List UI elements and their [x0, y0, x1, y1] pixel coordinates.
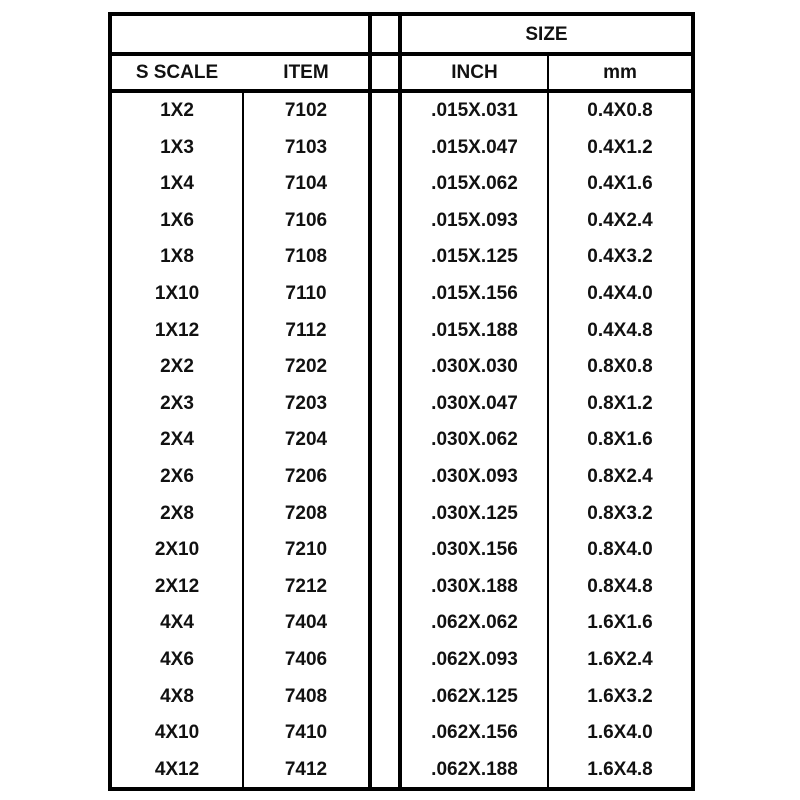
cell-mm: 0.8X3.2 — [587, 502, 653, 524]
cell-item: 7208 — [284, 502, 328, 524]
cell-inch: .062X.093 — [431, 648, 518, 670]
header-inch: INCH — [451, 62, 498, 83]
cell-inch: .062X.125 — [431, 685, 518, 707]
table-row — [112, 93, 691, 130]
cell-item: 7410 — [284, 722, 328, 744]
table-body — [112, 93, 691, 788]
cell-item: 7206 — [284, 465, 328, 487]
cell-inch: .030X.188 — [431, 575, 518, 597]
cell-item: 7106 — [284, 209, 328, 231]
cell-mm: 0.4X4.0 — [587, 282, 653, 304]
header-mm: mm — [603, 62, 637, 83]
cell-s-scale: 4X12 — [154, 758, 200, 780]
cell-item: 7102 — [284, 100, 328, 121]
cell-s-scale: 1X8 — [160, 246, 194, 268]
cell-item: 7203 — [284, 392, 328, 414]
cell-item: 7103 — [284, 136, 328, 158]
table-row — [112, 203, 691, 240]
cell-inch: .015X.062 — [431, 173, 518, 195]
cell-s-scale: 1X4 — [160, 173, 194, 195]
cell-mm: 1.6X3.2 — [587, 685, 653, 707]
table-row — [112, 679, 691, 716]
cell-item: 7104 — [284, 173, 328, 195]
cell-s-scale: 2X12 — [154, 575, 200, 597]
cell-s-scale: 2X2 — [160, 356, 194, 378]
cell-s-scale: 4X4 — [160, 612, 194, 634]
table-row — [112, 349, 691, 386]
header-item: ITEM — [283, 62, 329, 83]
table-row — [112, 715, 691, 752]
table-row — [112, 642, 691, 679]
cell-inch: .062X.062 — [431, 612, 518, 634]
cell-inch: .015X.188 — [431, 319, 518, 341]
cell-item: 7404 — [284, 612, 328, 634]
cell-mm: 0.8X1.2 — [587, 392, 653, 414]
cell-inch: .015X.156 — [431, 282, 518, 304]
cell-s-scale: 4X10 — [154, 722, 200, 744]
table-row — [112, 569, 691, 606]
cell-mm: 0.8X4.0 — [587, 539, 653, 561]
cell-inch: .030X.156 — [431, 539, 518, 561]
table-row — [112, 496, 691, 533]
table-row — [112, 166, 691, 203]
cell-inch: .015X.047 — [431, 136, 518, 158]
cell-inch: .030X.093 — [431, 465, 518, 487]
cell-mm: 0.4X4.8 — [587, 319, 653, 341]
cell-s-scale: 2X4 — [160, 429, 194, 451]
table-row — [112, 130, 691, 167]
cell-s-scale: 4X6 — [160, 648, 194, 670]
cell-inch: .015X.125 — [431, 246, 518, 268]
cell-mm: 0.8X0.8 — [587, 356, 653, 378]
cell-s-scale: 1X3 — [160, 136, 194, 158]
cell-mm: 0.8X2.4 — [587, 465, 653, 487]
cell-item: 7112 — [285, 319, 327, 341]
cell-inch: .015X.031 — [431, 100, 518, 121]
cell-s-scale: 2X6 — [160, 465, 194, 487]
cell-mm: 0.4X0.8 — [587, 100, 653, 121]
table-row — [112, 459, 691, 496]
cell-item: 7406 — [284, 648, 328, 670]
cell-item: 7408 — [284, 685, 328, 707]
cell-mm: 0.4X3.2 — [587, 246, 653, 268]
table-row — [112, 386, 691, 423]
cell-s-scale: 1X2 — [160, 100, 194, 121]
cell-mm: 0.8X1.6 — [587, 429, 653, 451]
cell-inch: .062X.156 — [431, 722, 518, 744]
cell-s-scale: 4X8 — [160, 685, 194, 707]
table-row — [112, 752, 691, 789]
cell-item: 7110 — [285, 282, 327, 304]
cell-mm: 1.6X1.6 — [587, 612, 653, 634]
cell-mm: 0.4X1.2 — [587, 136, 653, 158]
table-row — [112, 422, 691, 459]
header-s-scale: S SCALE — [135, 62, 219, 83]
cell-mm: 0.4X2.4 — [587, 209, 653, 231]
cell-item: 7202 — [284, 356, 328, 378]
cell-s-scale: 1X10 — [154, 282, 200, 304]
cell-inch: .062X.188 — [431, 758, 518, 780]
cell-s-scale: 2X3 — [160, 392, 194, 414]
cell-item: 7204 — [284, 429, 328, 451]
cell-item: 7108 — [284, 246, 328, 268]
cell-mm: 1.6X4.8 — [587, 758, 653, 780]
cell-inch: .030X.047 — [431, 392, 518, 414]
cell-mm: 0.4X1.6 — [587, 173, 653, 195]
size-chart-table — [108, 12, 695, 791]
cell-inch: .030X.062 — [431, 429, 518, 451]
table-row — [112, 532, 691, 569]
cell-mm: 1.6X4.0 — [587, 722, 653, 744]
header-size: SIZE — [525, 24, 568, 45]
cell-s-scale: 2X8 — [160, 502, 194, 524]
table-row — [112, 313, 691, 350]
cell-s-scale: 1X6 — [160, 209, 194, 231]
cell-item: 7412 — [284, 758, 328, 780]
cell-s-scale: 2X10 — [154, 539, 200, 561]
cell-s-scale: 1X12 — [154, 319, 200, 341]
cell-item: 7212 — [284, 575, 328, 597]
table-row — [112, 239, 691, 276]
cell-inch: .030X.030 — [431, 356, 518, 378]
cell-item: 7210 — [284, 539, 328, 561]
cell-inch: .030X.125 — [431, 502, 518, 524]
table-row — [112, 605, 691, 642]
table-row — [112, 276, 691, 313]
cell-mm: 0.8X4.8 — [587, 575, 653, 597]
cell-inch: .015X.093 — [431, 209, 518, 231]
cell-mm: 1.6X2.4 — [587, 648, 653, 670]
